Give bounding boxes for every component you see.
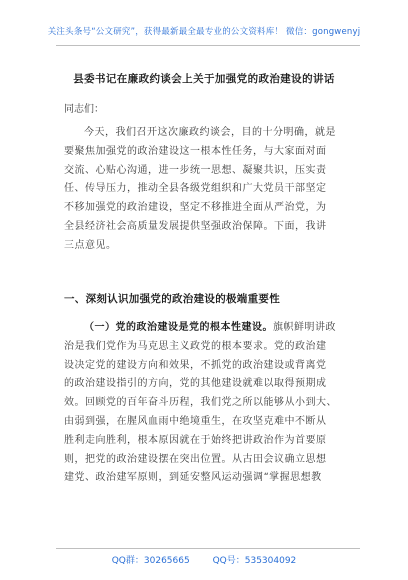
paragraph-line: 则，把党的政治建设摆在突出位置。从古田会议确立思想 <box>64 453 327 465</box>
footer-qq-number: QQ号：535304092 <box>212 556 297 566</box>
paragraph-text: 旗帜鲜明讲政 <box>273 322 336 333</box>
paragraph-line: 今天，我们召开这次廉政约谈会，目的十分明确，就是 <box>84 127 336 138</box>
header-divider <box>56 45 360 46</box>
paragraph-line: 建党、政治建军原则，到延安整风运动强调“掌握思想教 <box>64 472 322 484</box>
footer-divider <box>56 548 360 549</box>
paragraph-line: 三点意见。 <box>64 239 117 251</box>
subsection-paragraph <box>64 319 354 488</box>
paragraph-line: 效。回顾党的百年奋斗历程，我们党之所以能够从小到大、 <box>64 397 337 409</box>
paragraph-line: 全县经济社会高质量发展提供坚强政治保障。下面，我讲 <box>64 220 327 232</box>
paragraph-line: 不移加强党的政治建设，坚定不移推进全面从严治党，为 <box>64 202 327 214</box>
paragraph-line: 胜利走向胜利，根本原因就在于始终把讲政治作为首要原 <box>64 434 327 446</box>
paragraph-line: 设决定党的建设方向和效果，不抓党的政治建设或背离党 <box>64 359 327 371</box>
footer-qq-group: QQ群：30265665 <box>111 556 190 566</box>
subsection-heading: （一）党的政治建设是党的根本性建设。 <box>84 322 273 333</box>
header-note: 关注头条号“公文研究”，获得最新最全最专业的公文资料库！ 微信：gongwenyj <box>47 27 361 37</box>
document-title: 县委书记在廉政约谈会上关于加强党的政治建设的讲话 <box>73 73 335 85</box>
footer <box>0 553 408 566</box>
intro-paragraph <box>64 124 354 256</box>
salutation: 同志们： <box>64 104 104 115</box>
paragraph-line: 要聚焦加强党的政治建设这一根本性任务，与大家面对面 <box>64 145 327 157</box>
section-heading: 一、深刻认识加强党的政治建设的极端重要性 <box>64 293 280 305</box>
paragraph-line: 任、传导压力，推动全县各级党组织和广大党员干部坚定 <box>64 183 327 195</box>
paragraph-line: 由弱到强，在腥风血雨中绝境重生，在攻坚克难中不断从 <box>64 415 327 427</box>
paragraph-line: 交流、心贴心沟通，进一步统一思想、凝聚共识，压实责 <box>64 164 327 176</box>
paragraph-line: 治是我们党作为马克思主义政党的根本要求。党的政治建 <box>64 340 327 352</box>
paragraph-line <box>64 319 354 338</box>
paragraph-line: 的政治建设指引的方向，党的其他建设就难以取得预期成 <box>64 378 327 390</box>
